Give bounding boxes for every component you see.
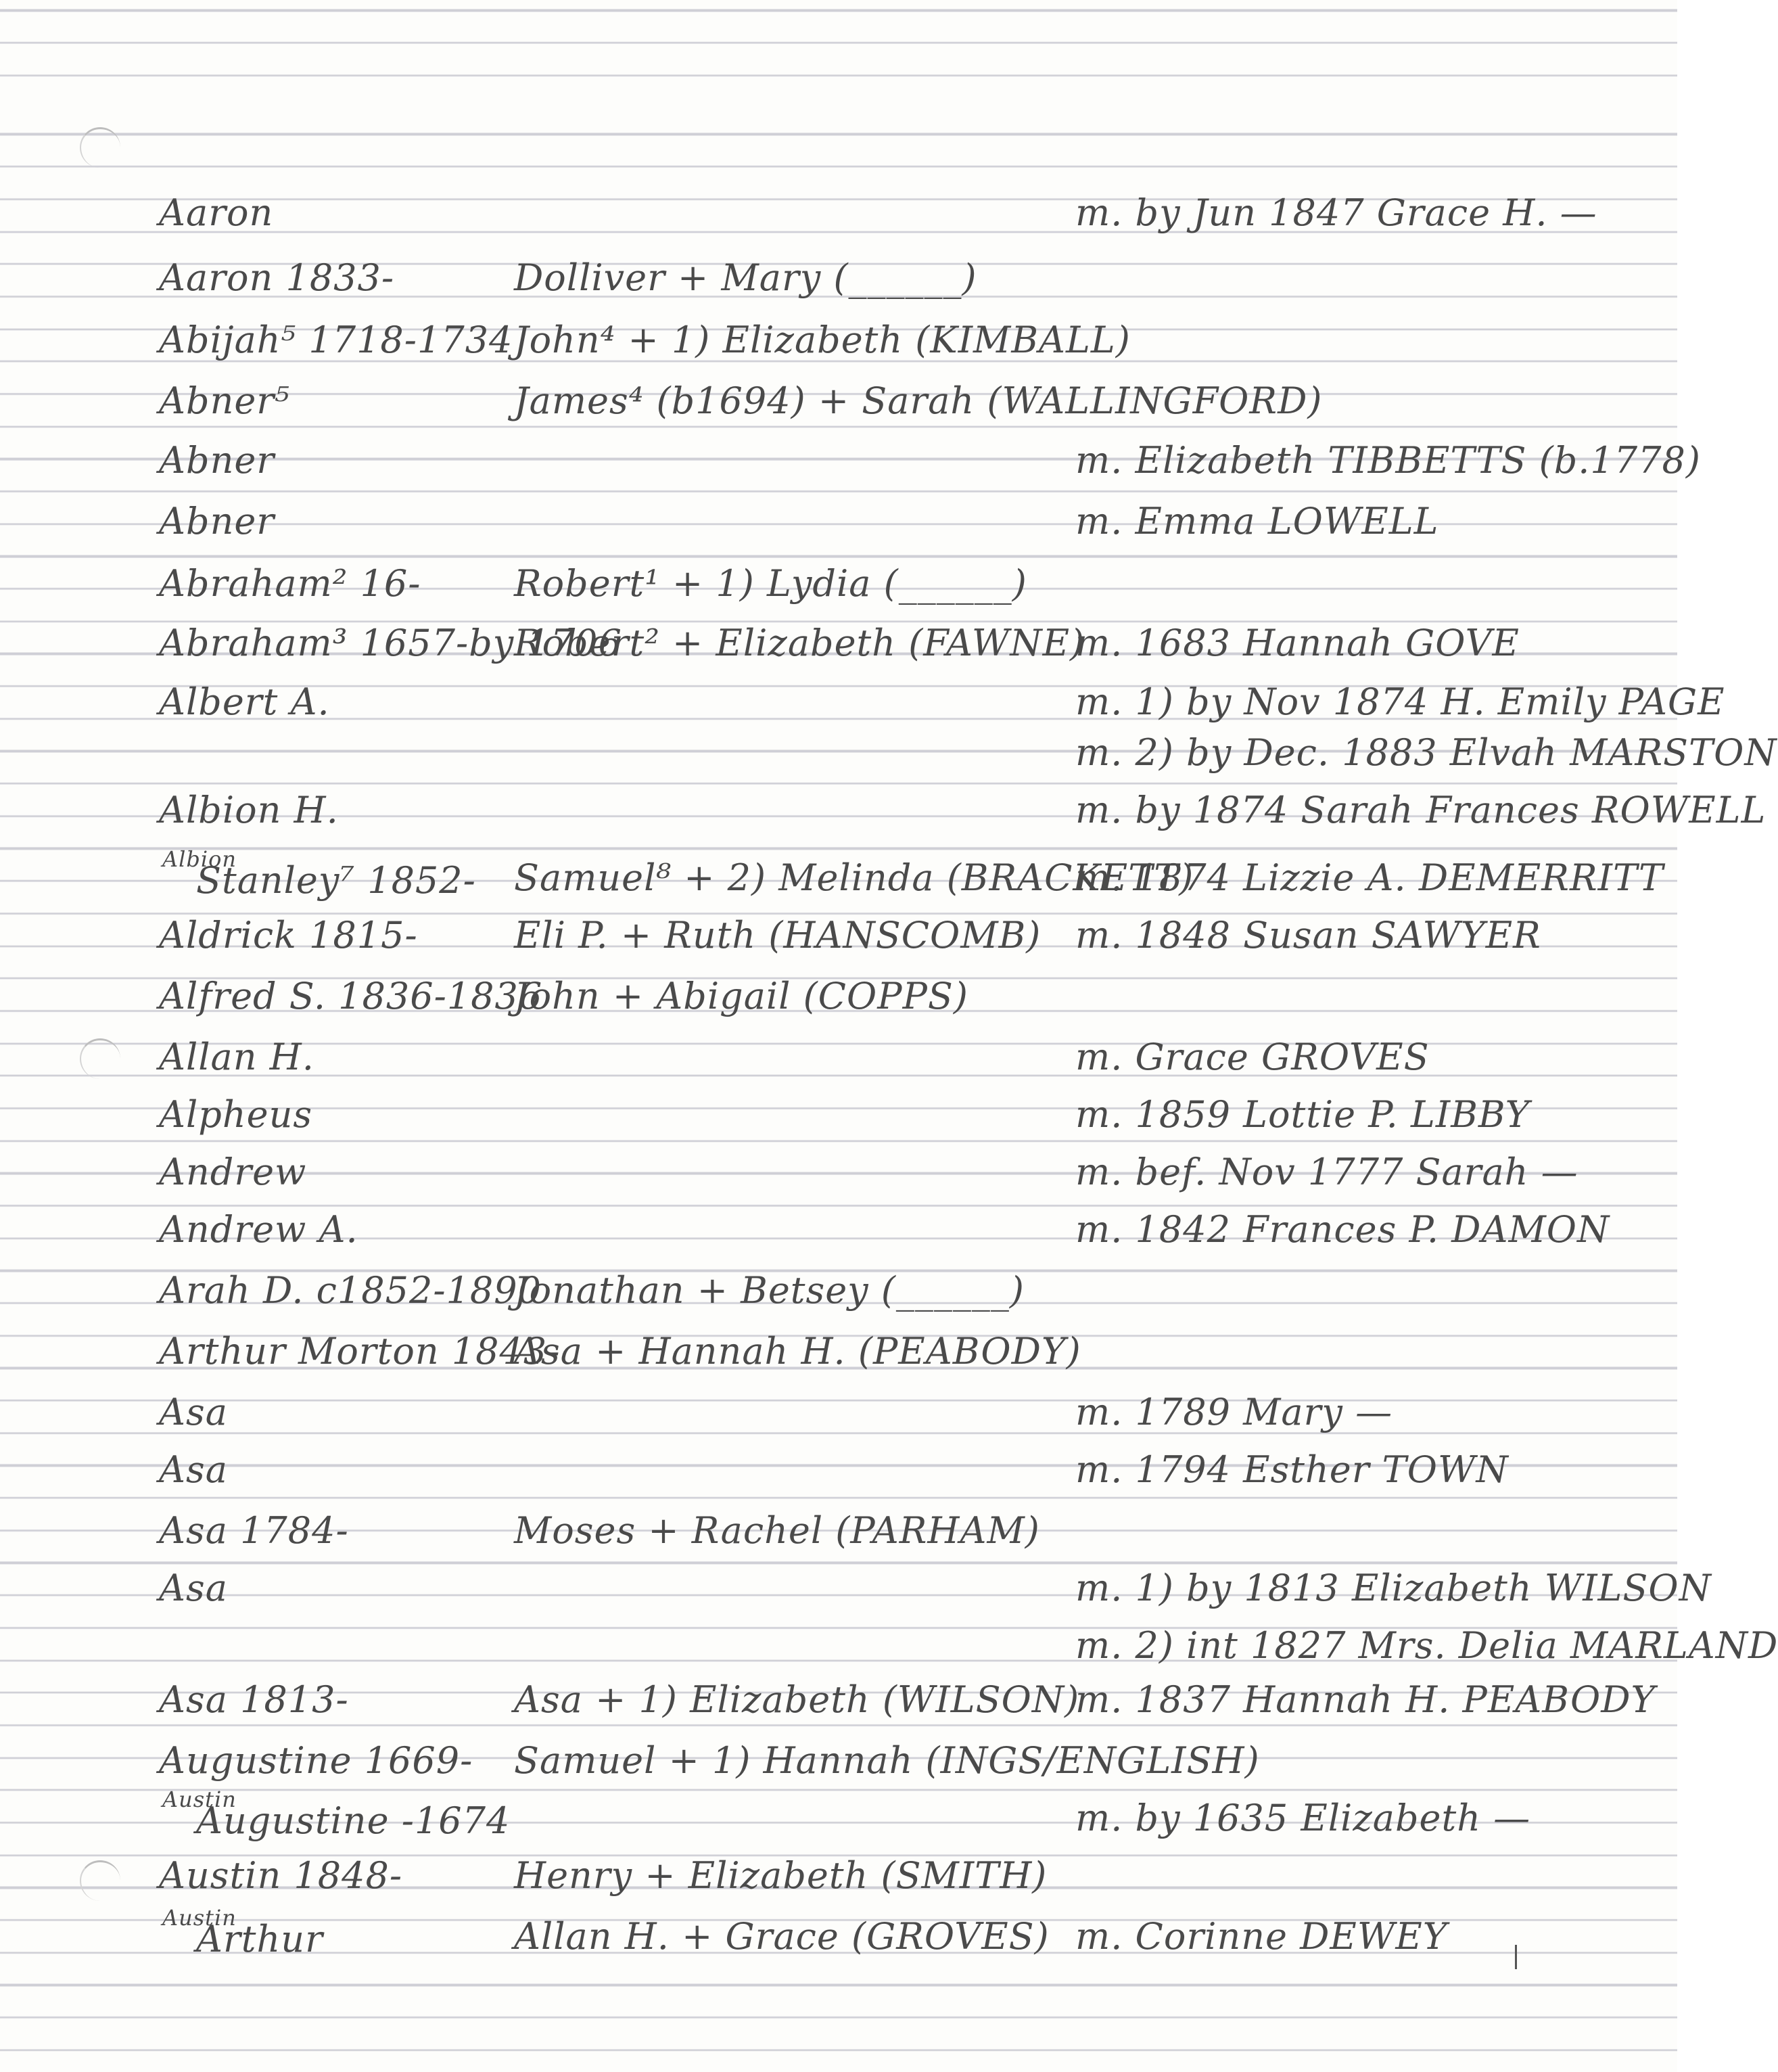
entry-marriage: m. Elizabeth TIBBETTS (b.1778): [1075, 439, 1701, 482]
entry-parents: Allan H. + Grace (GROVES): [514, 1915, 1050, 1958]
entry-name: Andrew: [159, 1151, 307, 1193]
entry-name: Alfred S. 1836-1836: [159, 975, 543, 1017]
entry-parents: James⁴ (b1694) + Sarah (WALLINGFORD): [514, 379, 1323, 422]
entry-row: [0, 425, 1701, 487]
entry-row: [0, 717, 1777, 779]
entry-name: Abner: [159, 439, 275, 482]
entry-marriage: m. 2) int 1827 Mrs. Delia MARLAND: [1075, 1624, 1778, 1667]
entry-parents: Jonathan + Betsey (______): [514, 1269, 1025, 1312]
entry-parents: Robert¹ + 1) Lydia (______): [514, 562, 1027, 605]
entry-name: Asa: [159, 1391, 228, 1433]
entry-row: [0, 1552, 1712, 1615]
entry-row: [0, 1377, 1677, 1439]
entry-name: Aldrick 1815-: [159, 914, 418, 957]
entry-name: Albion H.: [159, 789, 339, 831]
entry-name: Aaron 1833-: [159, 256, 395, 299]
entry-marriage: m. 1789 Mary —: [1075, 1391, 1393, 1433]
entry-row: [0, 1725, 1677, 1787]
entry-row: [0, 1434, 1677, 1496]
entry-name: Abner: [159, 500, 275, 543]
entry-marriage: m. bef. Nov 1777 Sarah —: [1075, 1151, 1578, 1193]
entry-parents: Moses + Rachel (PARHAM): [514, 1509, 1040, 1552]
entry-row: [0, 304, 1677, 367]
entry-name: Austin 1848-: [159, 1854, 403, 1897]
entry-marriage: m. 1) by Nov 1874 H. Emily PAGE: [1075, 681, 1725, 723]
entry-row: [0, 1021, 1677, 1084]
entry-row: [0, 486, 1677, 548]
pencil-mark: [1515, 1945, 1517, 1969]
entry-name: Allan H.: [159, 1036, 314, 1078]
entry-name: Alpheus: [159, 1093, 313, 1136]
entry-row: [0, 1782, 1677, 1845]
entry-name-annotation: Austin: [162, 1905, 237, 1931]
entry-name: Arthur Morton 1843-: [159, 1330, 561, 1373]
entry-name: Arthur: [196, 1918, 323, 1960]
entry-marriage: m. by 1874 Sarah Frances ROWELL: [1075, 789, 1767, 831]
entry-row: [0, 1079, 1677, 1141]
entry-row: [0, 607, 1677, 670]
entry-parents: John⁴ + 1) Elizabeth (KIMBALL): [514, 319, 1131, 361]
entry-name: Augustine 1669-: [159, 1739, 473, 1782]
entry-row: [0, 1664, 1677, 1726]
entry-name: Asa: [159, 1567, 228, 1609]
entry-row: [0, 775, 1767, 837]
entry-row: [0, 1194, 1677, 1256]
entry-marriage: m. 1837 Hannah H. PEABODY: [1075, 1678, 1656, 1721]
entry-row: [0, 177, 1677, 239]
entry-name: Abijah⁵ 1718-1734: [159, 319, 513, 361]
entry-parents: Asa + 1) Elizabeth (WILSON): [514, 1678, 1080, 1721]
entry-marriage: m. 1874 Lizzie A. DEMERRITT: [1075, 856, 1664, 899]
entry-name: Augustine -1674: [196, 1799, 511, 1842]
entry-parents: Dolliver + Mary (______): [514, 256, 977, 299]
entry-name: Albert A.: [159, 681, 330, 723]
entry-name: Abner⁵: [159, 379, 290, 422]
binder-hole: [80, 127, 120, 168]
entry-row: [0, 365, 1677, 428]
entry-marriage: m. Grace GROVES: [1075, 1036, 1430, 1078]
entry-parents: Henry + Elizabeth (SMITH): [514, 1854, 1048, 1897]
entry-marriage: m. Emma LOWELL: [1075, 500, 1439, 543]
entry-marriage: m. 1) by 1813 Elizabeth WILSON: [1075, 1567, 1712, 1609]
entry-marriage: m. Corinne DEWEY: [1075, 1915, 1448, 1958]
entry-parents: Asa + Hannah H. (PEABODY): [514, 1330, 1081, 1373]
entry-name: Abraham³ 1657-by 1706: [159, 622, 622, 664]
entry-marriage: m. 1794 Esther TOWN: [1075, 1448, 1509, 1491]
entry-row: [0, 900, 1677, 962]
entry-name: Aaron: [159, 191, 274, 234]
entry-marriage: m. 1683 Hannah GOVE: [1075, 622, 1520, 664]
entry-marriage: m. by 1635 Elizabeth —: [1075, 1797, 1531, 1839]
entry-row: [0, 842, 1677, 904]
entry-marriage: m. 1859 Lottie P. LIBBY: [1075, 1093, 1530, 1136]
entry-row: [0, 1255, 1677, 1317]
entry-parents: John + Abigail (COPPS): [514, 975, 968, 1017]
entry-row: [0, 1495, 1677, 1557]
entry-row: [0, 1316, 1677, 1378]
entry-row: [0, 1610, 1778, 1672]
entry-row: [0, 1136, 1677, 1199]
entry-row: [0, 242, 1677, 304]
entry-row: [0, 548, 1677, 610]
entry-parents: Samuel + 1) Hannah (INGS/ENGLISH): [514, 1739, 1260, 1782]
entry-row: [0, 1901, 1677, 1963]
entry-name: Andrew A.: [159, 1208, 358, 1251]
entry-name-annotation: Austin: [162, 1787, 237, 1812]
entry-name: Abraham² 16-: [159, 562, 421, 605]
entry-marriage: m. by Jun 1847 Grace H. —: [1075, 191, 1597, 234]
entry-name: Asa: [159, 1448, 228, 1491]
entry-marriage: m. 2) by Dec. 1883 Elvah MARSTON: [1075, 731, 1777, 774]
entry-parents: Samuel⁸ + 2) Melinda (BRACKETT): [514, 856, 1194, 899]
entry-name: Arah D. c1852-1890: [159, 1269, 542, 1312]
entry-parents: Eli P. + Ruth (HANSCOMB): [514, 914, 1042, 957]
entry-marriage: m. 1848 Susan SAWYER: [1075, 914, 1541, 957]
entry-marriage: m. 1842 Frances P. DAMON: [1075, 1208, 1610, 1251]
entry-name: Stanley⁷ 1852-: [196, 859, 476, 902]
entry-name: Asa 1784-: [159, 1509, 349, 1552]
entry-name-annotation: Albion: [162, 846, 237, 872]
entry-parents: Robert² + Elizabeth (FAWNE): [514, 622, 1085, 664]
entry-row: [0, 961, 1677, 1023]
entry-row: [0, 1840, 1677, 1902]
entry-name: Asa 1813-: [159, 1678, 349, 1721]
